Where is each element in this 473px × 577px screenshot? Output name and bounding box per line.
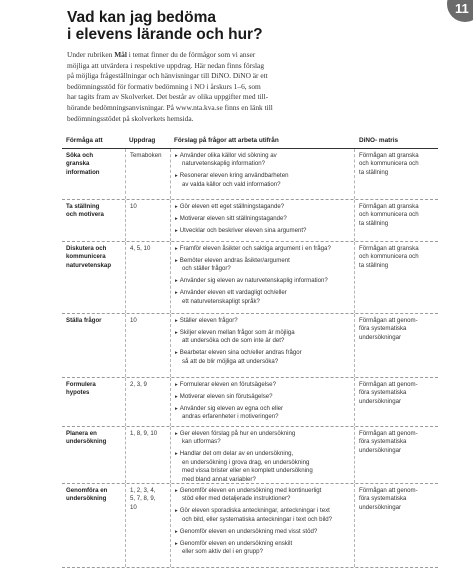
ability-line: Genomföra en <box>66 487 108 494</box>
suggestion-item <box>175 430 352 447</box>
ability-cell <box>62 200 125 241</box>
suggestion-item <box>175 317 352 325</box>
suggestion-line: ▸ Använder sig eleven av naturvetenskaplig information? <box>175 277 352 285</box>
suggestion-line: ▸ Gör eleven ett eget ställningstagande? <box>175 203 352 211</box>
suggestion-item <box>175 528 352 536</box>
suggestion-line: så att de blir möjliga att undersöka? <box>182 357 279 365</box>
suggestion-line: med bland annat variabler? <box>182 475 256 483</box>
suggestion-line: med vissa brister eller en komplett undersökning <box>182 467 313 475</box>
suggestion-line: ▸ Ger eleven förslag på hur en undersökning <box>175 430 352 438</box>
table-row <box>62 378 438 427</box>
suggestion-item <box>175 405 352 422</box>
suggestion-item <box>175 393 352 401</box>
assignment-cell <box>125 484 170 567</box>
suggestions-cell <box>170 427 355 483</box>
table-row <box>62 149 438 200</box>
table-row <box>62 200 438 242</box>
suggestion-line: ▸ Motiverar eleven sitt ställningstagande? <box>175 215 352 223</box>
dino-line: Förmågan att genom- <box>359 317 418 324</box>
suggestion-item <box>175 507 352 524</box>
dino-line: Förmågan att genom- <box>359 430 418 437</box>
suggestion-item <box>175 450 352 483</box>
suggestion-line: eller som aktiv del i en grupp? <box>182 547 263 555</box>
intro-line: hörande bedömningsanvisningar. På www.nta.kva.se finns en länk till <box>67 102 273 112</box>
suggestion-line: en undersökning i grova drag, en undersökning <box>182 458 310 466</box>
suggestion-item <box>175 257 352 274</box>
intro-line: på möjliga frågeställningar och hänvisningar till DiNO. DiNO är ett <box>67 71 268 81</box>
suggestions-cell <box>170 314 355 377</box>
suggestion-line: ▸ Genomför eleven en undersökning med visst stöd? <box>175 528 352 536</box>
suggestions-cell <box>170 484 355 567</box>
dino-cell <box>355 149 438 199</box>
intro-line: bedömningsstödet på skolverkets hemsida. <box>67 113 194 123</box>
suggestion-line: ▸ Ställer eleven frågor? <box>175 317 352 325</box>
suggestion-item <box>175 245 352 253</box>
suggestion-line: och bild, eller systematiska anteckningar i text och bild? <box>182 515 333 523</box>
ability-line: Diskutera och <box>66 245 107 252</box>
title-line-1: Vad kan jag bedöma <box>67 9 217 26</box>
dino-line: Förmågan att granska <box>359 245 419 252</box>
ability-line: och motivera <box>66 211 104 219</box>
dino-line: undersökningar <box>359 333 402 341</box>
title-line-2: i elevens lärande och hur? <box>67 26 263 43</box>
suggestion-line: ▸ Resonerar eleven kring användbarheten <box>175 172 352 180</box>
suggestion-line: och ställer frågor? <box>182 265 231 273</box>
dino-cell <box>355 314 438 377</box>
dino-line: undersökningar <box>359 397 402 405</box>
suggestion-line: ▸ Framför eleven åsikter och saktiga argument i en fråga? <box>175 245 352 253</box>
assignment-cell <box>125 427 170 483</box>
assignment-cell <box>125 200 170 241</box>
suggestion-item <box>175 540 352 557</box>
suggestion-item <box>175 277 352 285</box>
dino-line: Förmågan att genom- <box>359 381 418 388</box>
suggestion-line: ett naturvetenskapligt språk? <box>182 297 260 305</box>
dino-cell <box>355 200 438 241</box>
ability-line: granska <box>66 160 90 168</box>
assignment-line: 2, 3, 9 <box>130 381 147 388</box>
table-body <box>62 149 438 568</box>
suggestion-line: ▸ Motiverar eleven sin förutsägelse? <box>175 393 352 401</box>
ability-cell <box>62 427 125 483</box>
ability-line: undersökning <box>66 495 107 503</box>
suggestion-line: ▸ Utvecklar och beskriver eleven sina argument? <box>175 227 352 235</box>
intro-line: har tagits fram av Skolverket. Det består av olika uppgifter med till- <box>67 92 269 102</box>
suggestion-line: ▸ Använder olika källor vid sökning av <box>175 152 352 160</box>
suggestion-item <box>175 289 352 306</box>
ability-cell <box>62 314 125 377</box>
assignment-cell <box>125 314 170 377</box>
dino-line: och kommunicera och <box>359 160 419 168</box>
ability-line: Ta ställning <box>66 203 100 210</box>
suggestion-line: ▸ Formulerar eleven en förutsägelse? <box>175 381 352 389</box>
suggestion-item <box>175 215 352 223</box>
suggestion-line: ▸ Använder sig eleven av egna och eller <box>175 405 352 413</box>
intro-line: bedömningsstöd för formativ bedömning i NO i årskurs 1–6, som <box>67 81 261 91</box>
dino-line: föra systematiska <box>359 325 407 333</box>
suggestion-item <box>175 487 352 504</box>
header-ability: Förmåga att <box>66 137 103 144</box>
assignment-line: 1, 8, 9, 10 <box>130 430 158 437</box>
assignment-line: 1, 2, 3, 4, <box>130 487 156 494</box>
assignment-line: 10 <box>130 503 137 511</box>
table-header <box>62 137 438 149</box>
ability-line: Söka och <box>66 152 94 159</box>
dino-line: undersökningar <box>359 503 402 511</box>
table-row <box>62 242 438 314</box>
dino-line: undersökningar <box>359 446 402 454</box>
suggestion-line: andras erfarenheter i motiveringen? <box>182 413 279 421</box>
suggestion-line: naturvetenskaplig information? <box>182 160 265 168</box>
suggestion-item <box>175 152 352 169</box>
suggestion-line: ▸ Bearbetar eleven sina och/eller andras frågor <box>175 349 352 357</box>
dino-line: Förmågan att granska <box>359 203 419 210</box>
suggestion-line: ▸ Använder eleven ett vardagligt och/eller <box>175 289 352 297</box>
dino-cell <box>355 378 438 426</box>
dino-cell <box>355 484 438 567</box>
ability-line: Formulera <box>66 381 96 388</box>
header-suggestions: Förslag på frågor att arbeta utifrån <box>174 137 279 144</box>
page-title <box>67 9 407 43</box>
dino-cell <box>355 427 438 483</box>
ability-cell <box>62 378 125 426</box>
assignment-cell <box>125 378 170 426</box>
dino-line: ta ställning <box>359 168 389 176</box>
dino-line: och kommunicera och <box>359 253 419 261</box>
dino-line: ta ställning <box>359 261 389 269</box>
intro-line: möjliga att utvärdera i respektive uppdrag. Här nedan finns förslag <box>67 60 265 70</box>
table-row <box>62 484 438 568</box>
dino-line: Förmågan att granska <box>359 152 419 159</box>
ability-line: kommunicera <box>66 253 106 261</box>
suggestion-line: ▸ Gör eleven sporadiska anteckningar, anteckningar i text <box>175 507 352 515</box>
suggestion-line: ▸ Handlar det om delar av en undersökning, <box>175 450 352 458</box>
ability-line: hypotes <box>66 389 90 397</box>
table-row <box>62 427 438 484</box>
suggestion-item <box>175 349 352 366</box>
suggestion-item <box>175 203 352 211</box>
ability-line: information <box>66 168 100 176</box>
suggestion-item <box>175 227 352 235</box>
ability-cell <box>62 149 125 199</box>
suggestion-line: ▸ Skiljer eleven mellan frågor som är möjliga <box>175 329 352 337</box>
suggestions-cell <box>170 200 355 241</box>
table-row <box>62 314 438 378</box>
ability-line: naturvetenskap <box>66 261 112 269</box>
ability-line: Ställa frågor <box>66 317 102 324</box>
assignment-line: 10 <box>130 203 137 210</box>
assignment-line: 4, 5, 10 <box>130 245 151 252</box>
dino-line: Förmågan att genom- <box>359 487 418 494</box>
suggestions-cell <box>170 378 355 426</box>
suggestion-line: av valda källor och vald information? <box>182 180 281 188</box>
intro-paragraph <box>67 50 312 124</box>
page-number: 11 <box>455 1 469 16</box>
ability-line: undersökning <box>66 438 107 446</box>
assignment-line: Temaboken <box>130 152 162 159</box>
mal-keyword: Mål <box>114 50 127 59</box>
suggestions-cell <box>170 242 355 313</box>
suggestion-line: ▸ Genomför eleven en undersökning enskilt <box>175 540 352 548</box>
header-dino: DiNO- matris <box>359 137 399 144</box>
assessment-table <box>62 137 438 568</box>
suggestions-cell <box>170 149 355 199</box>
ability-cell <box>62 484 125 567</box>
assignment-line: 5, 7, 8, 9, <box>130 495 156 503</box>
dino-line: ta ställning <box>359 219 389 227</box>
assignment-cell <box>125 149 170 199</box>
ability-line: Planera en <box>66 430 97 437</box>
suggestion-line: att undersöka och de som inte är det? <box>182 337 285 345</box>
dino-line: och kommunicera och <box>359 211 419 219</box>
suggestion-line: ▸ Genomför eleven en undersökning med kontinuerligt <box>175 487 352 495</box>
dino-line: föra systematiska <box>359 389 407 397</box>
intro-line: Under rubriken Mål i temat finner du de förmågor som vi anser <box>67 50 256 59</box>
dino-line: föra systematiska <box>359 495 407 503</box>
assignment-line: 10 <box>130 317 137 324</box>
suggestion-line: stöd eller med detaljerade instruktioner? <box>182 495 291 503</box>
ability-cell <box>62 242 125 313</box>
dino-cell <box>355 242 438 313</box>
suggestion-item <box>175 329 352 346</box>
suggestion-item <box>175 381 352 389</box>
assignment-cell <box>125 242 170 313</box>
suggestion-line: ▸ Bemöter eleven andras åsikter/argument <box>175 257 352 265</box>
suggestion-line: kan utformas? <box>182 438 221 446</box>
suggestion-item <box>175 172 352 189</box>
dino-line: föra systematiska <box>359 438 407 446</box>
header-assignment: Uppdrag <box>129 137 156 144</box>
page-number-badge <box>447 0 473 22</box>
